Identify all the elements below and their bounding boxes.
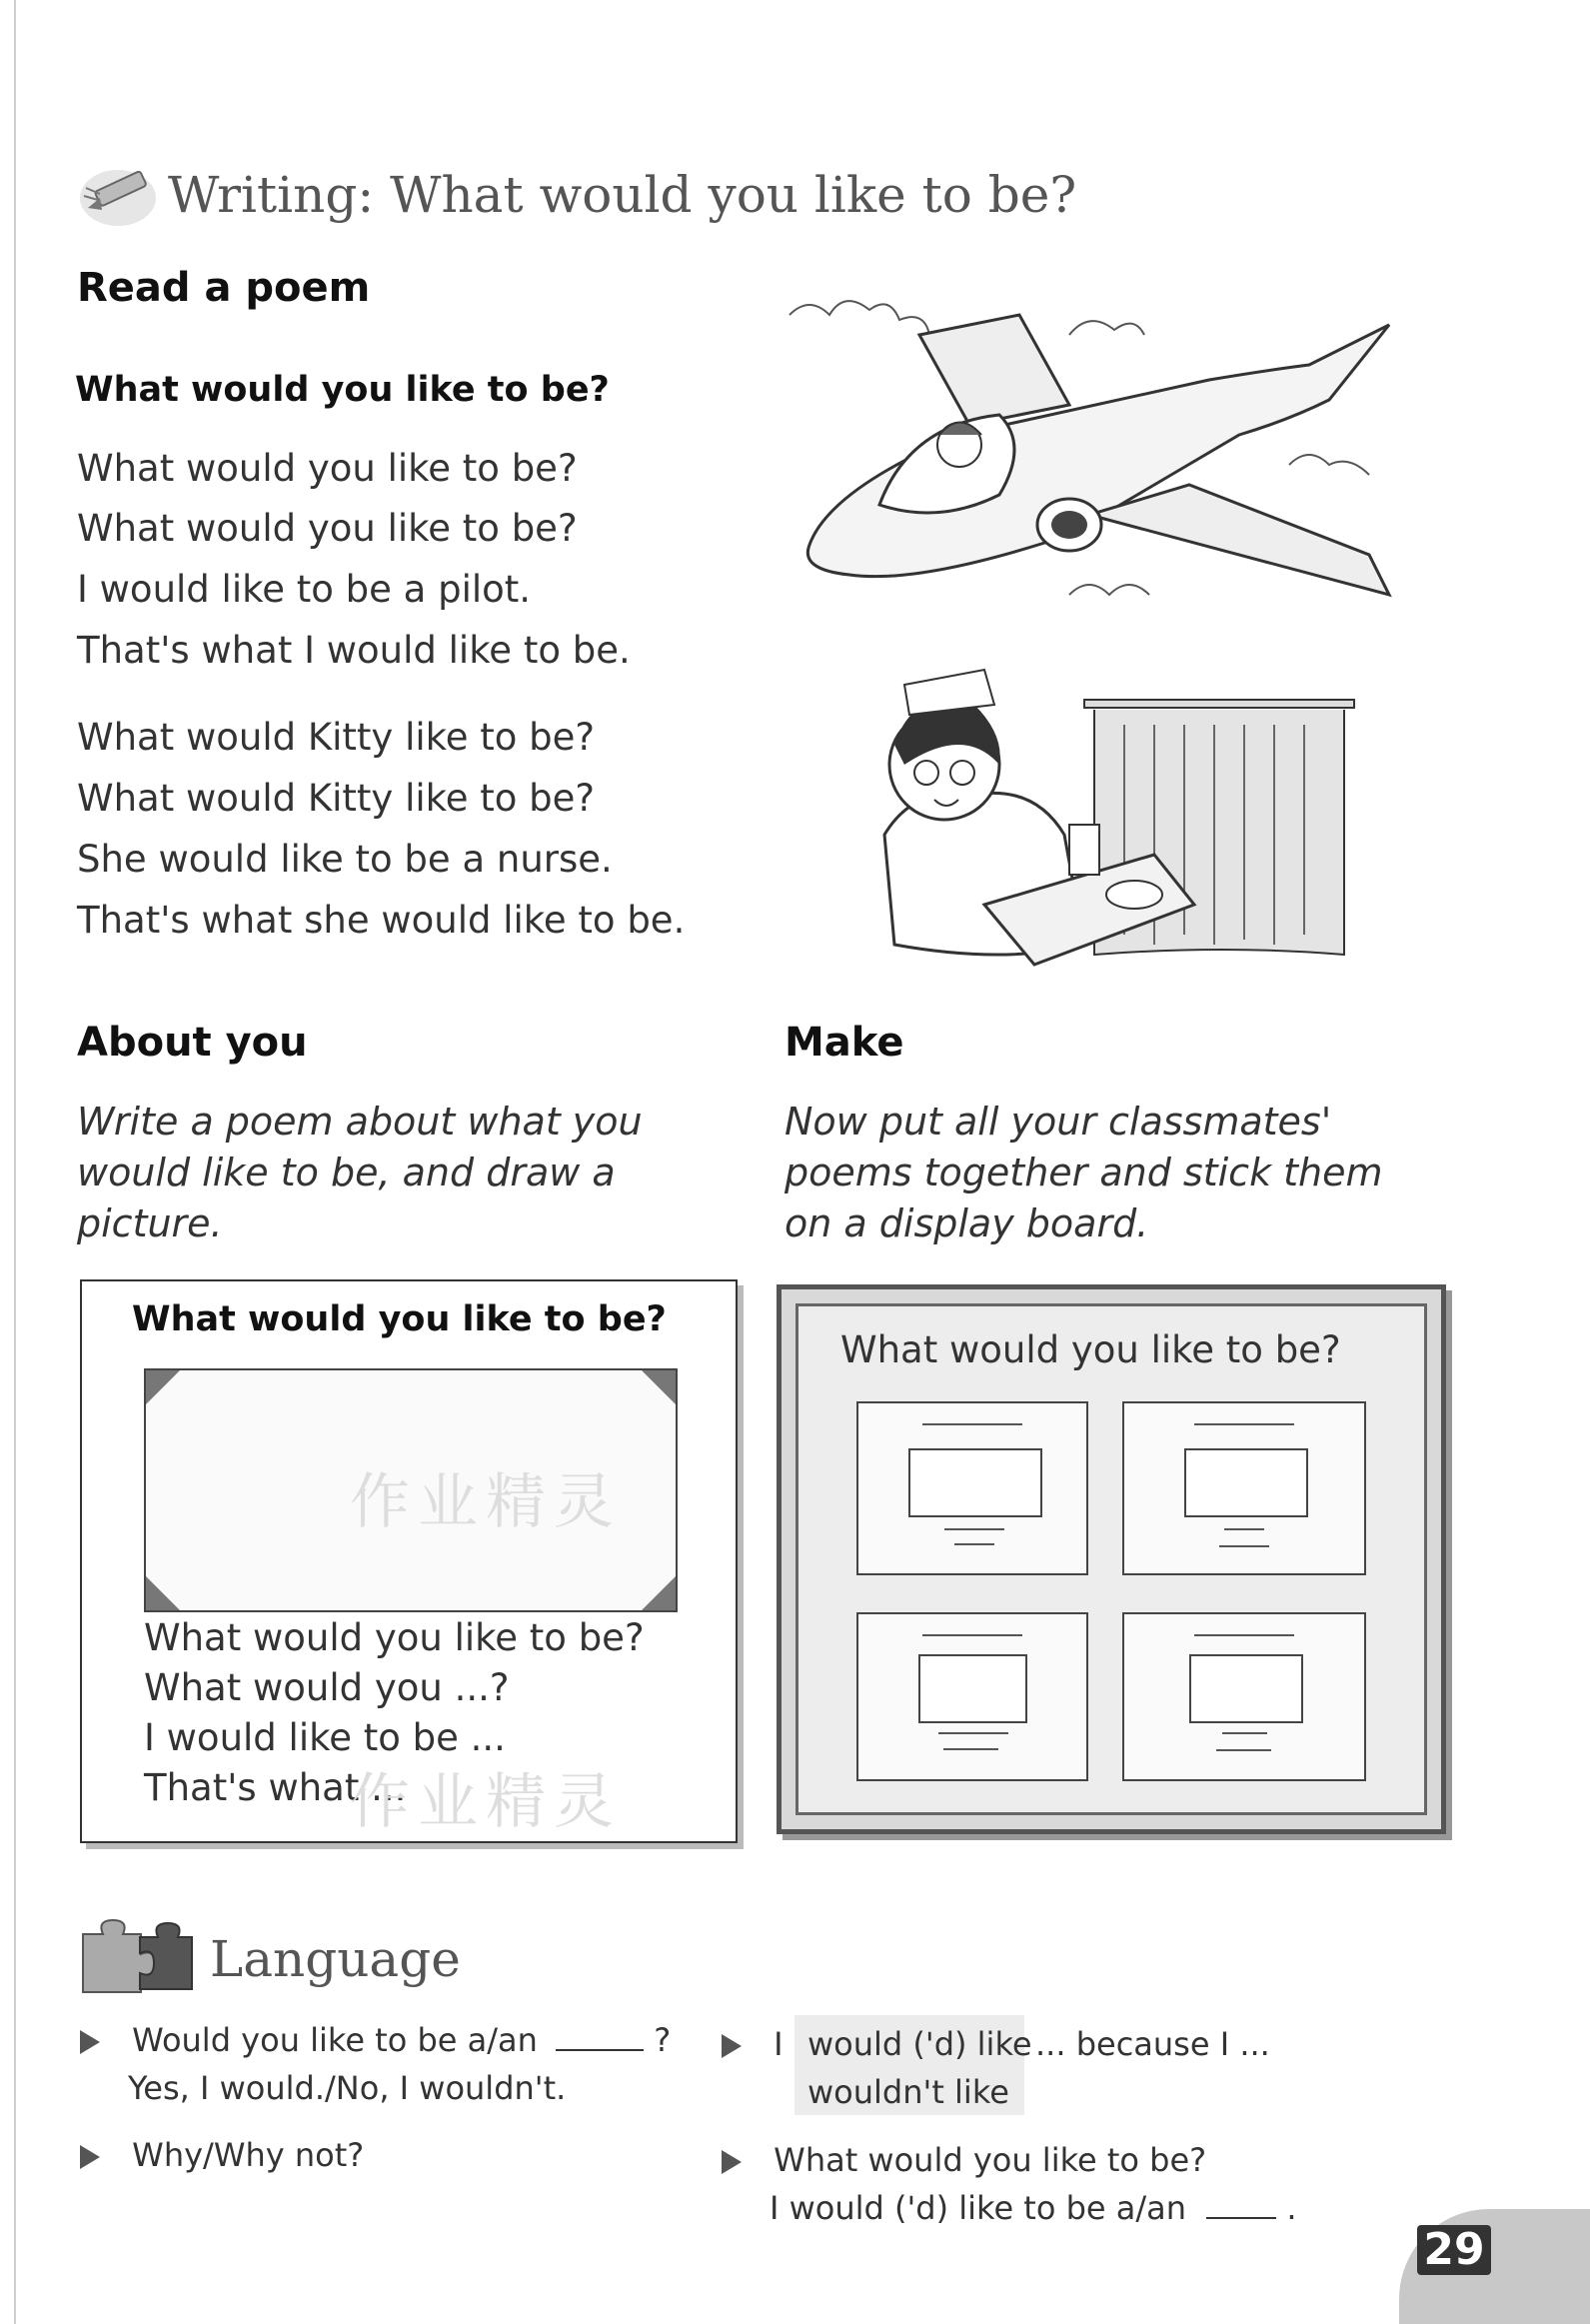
language-item <box>722 2141 1206 2179</box>
instruction-line: picture. <box>77 1201 223 1245</box>
display-board <box>777 1284 1446 1834</box>
language-text: Yes, I would./No, I wouldn't. <box>128 2069 567 2107</box>
language-text: Why/Why not? <box>132 2136 365 2174</box>
bullet-icon <box>722 2034 742 2058</box>
language-text: . <box>1286 2189 1297 2227</box>
section-title: Writing: What would you like to be? <box>168 166 1077 224</box>
poem-line: What would you like to be? <box>77 507 578 550</box>
poem-line: That's what she would like to be. <box>77 899 686 942</box>
language-title: Language <box>210 1930 461 1988</box>
poem-line: What would Kitty like to be? <box>77 716 596 759</box>
instruction-line: on a display board. <box>785 1201 1149 1245</box>
pencil-icon <box>78 158 158 232</box>
bullet-icon <box>80 2030 100 2054</box>
pilot-illustration <box>770 295 1409 615</box>
poem-line: What would Kitty like to be? <box>77 777 596 820</box>
watermark: 作业精灵 <box>350 1767 622 1837</box>
language-text: ... because I ... <box>1035 2025 1270 2063</box>
instruction-line: would like to be, and draw a <box>77 1151 616 1194</box>
section-header <box>78 150 1076 240</box>
template-line: I would like to be ... <box>144 1716 506 1759</box>
make-heading: Make <box>785 1020 904 1066</box>
read-heading: Read a poem <box>77 265 371 311</box>
poem-line: That's what I would like to be. <box>77 629 631 672</box>
poem-title: What would you like to be? <box>75 370 610 410</box>
language-item <box>722 2025 784 2063</box>
watermark: 作业精灵 <box>350 1467 622 1537</box>
language-text: I would ('d) like to be a/an <box>770 2189 1187 2227</box>
template-title: What would you like to be? <box>132 1299 667 1339</box>
board-poem-card <box>1122 1401 1366 1575</box>
bullet-icon <box>80 2145 100 2169</box>
template-line: What would you like to be? <box>144 1616 645 1659</box>
board-poem-card <box>856 1401 1088 1575</box>
poem-line: I would like to be a pilot. <box>77 568 532 611</box>
language-item <box>80 2021 671 2059</box>
board-inner <box>795 1303 1427 1815</box>
poem-line: She would like to be a nurse. <box>77 838 613 881</box>
answer-blank <box>1206 2217 1276 2219</box>
instruction-line: poems together and stick them <box>785 1151 1383 1194</box>
board-title: What would you like to be? <box>840 1328 1341 1371</box>
language-text: I <box>774 2025 784 2063</box>
puzzle-icon <box>78 1919 196 1999</box>
language-item <box>770 2189 1297 2227</box>
language-header <box>78 1919 461 1999</box>
make-instructions <box>785 1097 1383 1249</box>
poem-line: What would you like to be? <box>77 447 578 490</box>
board-poem-card <box>856 1612 1088 1781</box>
language-text: What would you like to be? <box>774 2141 1207 2179</box>
nurse-illustration <box>854 655 1374 995</box>
instruction-line: Now put all your classmates' <box>785 1100 1332 1144</box>
language-text: ? <box>654 2021 672 2059</box>
language-text: Would you like to be a/an <box>132 2021 538 2059</box>
page-number: 29 <box>1417 2225 1491 2275</box>
language-item <box>80 2136 364 2174</box>
about-instructions <box>77 1097 643 1249</box>
about-heading: About you <box>77 1020 308 1066</box>
page-edge <box>14 0 16 2324</box>
language-option: wouldn't like <box>807 2073 1009 2111</box>
language-option: would ('d) like <box>807 2025 1032 2063</box>
answer-blank <box>556 2049 644 2051</box>
instruction-line: Write a poem about what you <box>77 1100 643 1144</box>
bullet-icon <box>722 2150 742 2174</box>
template-line: What would you ...? <box>144 1666 510 1709</box>
board-poem-card <box>1122 1612 1366 1781</box>
template-line: That's what ... <box>144 1766 407 1809</box>
